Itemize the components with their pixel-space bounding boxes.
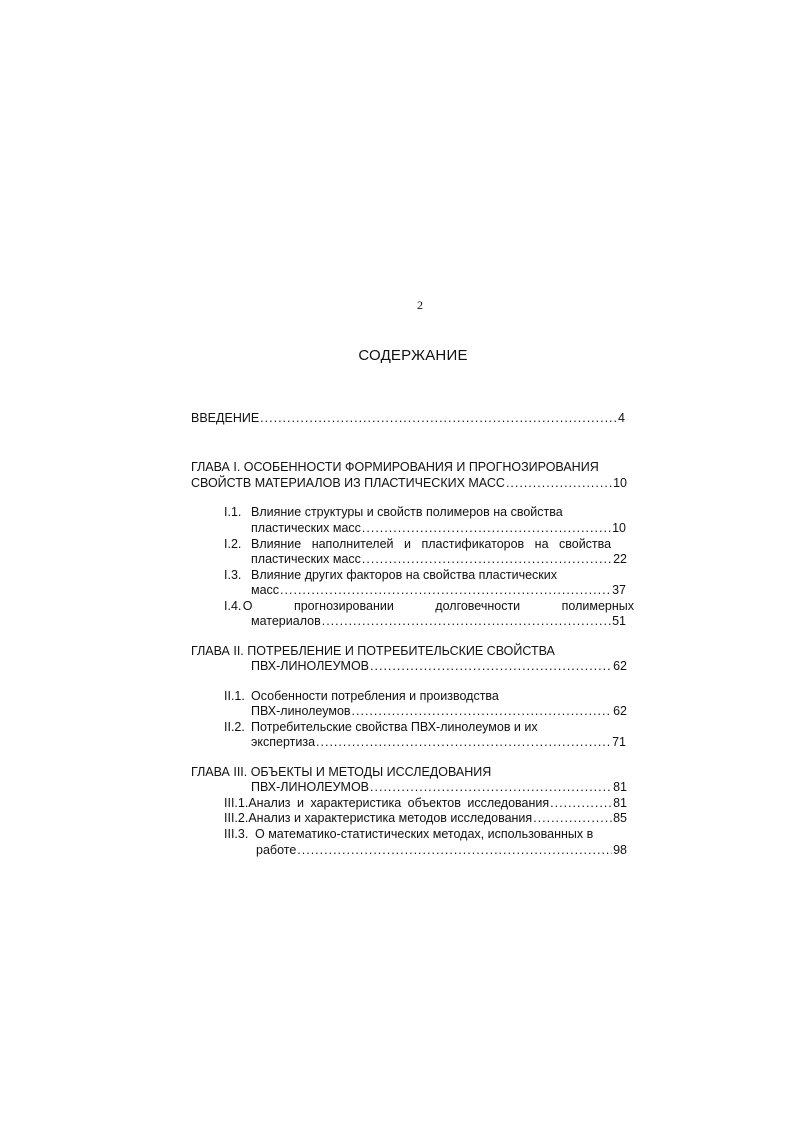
dot-leader	[322, 614, 611, 629]
toc-section-number: III.2.	[224, 811, 249, 825]
toc-section-label: экспертиза	[251, 735, 316, 749]
toc-section-3-2[interactable]	[224, 811, 627, 826]
toc-chapter-label: ПВХ-ЛИНОЛЕУМОВ	[251, 659, 370, 673]
toc-section-1-3[interactable]	[224, 568, 624, 583]
toc-page-number: 71	[612, 735, 626, 749]
toc-chapter-label: ГЛАВА II. ПОТРЕБЛЕНИЕ И ПОТРЕБИТЕЛЬСКИЕ СВОЙСТВА	[191, 644, 555, 658]
dot-leader	[362, 521, 611, 536]
toc-section-label: О математико-статистических методах, использованных в	[255, 827, 594, 841]
toc-section-3-1[interactable]	[224, 796, 627, 811]
toc-section-number: II.2.	[224, 720, 245, 734]
toc-section-3-3[interactable]	[224, 827, 624, 842]
dot-leader	[370, 659, 612, 674]
toc-section-label: Влияние наполнителей и пластификаторов на свойства	[251, 537, 612, 551]
toc-section-2-2-cont[interactable]	[251, 735, 626, 750]
toc-chapter-2-title[interactable]	[191, 644, 631, 659]
toc-section-label: пластических масс	[251, 552, 361, 566]
toc-section-1-3-cont[interactable]	[251, 583, 626, 598]
toc-page-number: 37	[612, 583, 626, 597]
dot-leader	[260, 411, 617, 426]
toc-section-1-2[interactable]	[224, 537, 634, 552]
toc-chapter-2-title-cont[interactable]	[251, 659, 627, 674]
toc-section-2-1[interactable]	[224, 689, 624, 704]
dot-leader	[280, 583, 611, 598]
toc-section-label: О прогнозировании долговечности полимерных	[242, 599, 634, 613]
toc-chapter-label: СВОЙСТВ МАТЕРИАЛОВ ИЗ ПЛАСТИЧЕСКИХ МАСС	[191, 476, 505, 490]
toc-section-label: масс	[251, 583, 280, 597]
toc-page-number: 98	[613, 843, 627, 857]
dot-leader	[316, 735, 611, 750]
toc-chapter-label: ГЛАВА III. ОБЪЕКТЫ И МЕТОДЫ ИССЛЕДОВАНИЯ	[191, 765, 492, 779]
toc-section-1-1[interactable]	[224, 505, 624, 520]
dot-leader	[352, 704, 613, 719]
toc-chapter-3-title[interactable]	[191, 765, 631, 780]
toc-section-1-4-cont[interactable]	[251, 614, 626, 629]
toc-section-number: I.4.	[224, 599, 242, 613]
page-number: 2	[417, 298, 423, 312]
toc-page-number: 22	[613, 552, 627, 566]
toc-page-number: 4	[618, 411, 625, 425]
toc-entry-introduction[interactable]	[191, 411, 625, 426]
toc-section-number: III.3.	[224, 827, 249, 841]
toc-entry-label: ВВЕДЕНИЕ	[191, 411, 260, 425]
toc-section-label: пластических масс	[251, 521, 361, 535]
toc-section-number: I.1.	[224, 505, 242, 519]
toc-page-number: 51	[612, 614, 626, 628]
toc-section-2-1-cont[interactable]	[251, 704, 627, 719]
toc-chapter-label: ПВХ-ЛИНОЛЕУМОВ	[251, 780, 370, 794]
page-title: СОДЕРЖАНИЕ	[358, 347, 468, 364]
toc-section-label: Потребительские свойства ПВХ-линолеумов и их	[251, 720, 538, 734]
toc-page-number: 62	[613, 659, 627, 673]
toc-section-label: материалов	[251, 614, 321, 628]
toc-section-label: ПВХ-линолеумов	[251, 704, 351, 718]
toc-section-number: I.3.	[224, 568, 242, 582]
toc-section-label: Влияние структуры и свойств полимеров на свойства	[251, 505, 563, 519]
toc-page-number: 62	[613, 704, 627, 718]
toc-section-number: II.1.	[224, 689, 245, 703]
toc-chapter-label: ГЛАВА I. ОСОБЕННОСТИ ФОРМИРОВАНИЯ И ПРОГНОЗИРОВАНИЯ	[191, 460, 599, 474]
toc-section-label: Анализ и характеристика объектов исследования	[248, 796, 550, 810]
toc-chapter-1-title[interactable]	[191, 460, 635, 475]
toc-section-2-2[interactable]	[224, 720, 624, 735]
toc-section-label: Анализ и характеристика методов исследования	[248, 811, 533, 825]
toc-chapter-3-title-cont[interactable]	[251, 780, 627, 795]
toc-section-1-2-cont[interactable]	[251, 552, 627, 567]
toc-section-number: III.1.	[224, 796, 249, 810]
toc-page-number: 10	[612, 521, 626, 535]
dot-leader	[550, 796, 612, 811]
toc-page-number: 81	[613, 780, 627, 794]
dot-leader	[297, 843, 612, 858]
toc-section-1-4[interactable]	[224, 599, 634, 614]
toc-section-3-3-cont[interactable]	[256, 843, 627, 858]
toc-section-label: Особенности потребления и производства	[251, 689, 499, 703]
toc-chapter-1-title-cont[interactable]	[191, 476, 627, 491]
toc-section-number: I.2.	[224, 537, 242, 551]
toc-section-label: Влияние других факторов на свойства пластических	[251, 568, 558, 582]
dot-leader	[370, 780, 612, 795]
toc-section-1-1-cont[interactable]	[251, 521, 626, 536]
toc-page-number: 85	[613, 811, 627, 825]
toc-section-label: работе	[256, 843, 297, 857]
toc-page-number: 81	[613, 796, 627, 810]
dot-leader	[506, 476, 612, 491]
dot-leader	[533, 811, 612, 826]
toc-page-number: 10	[613, 476, 627, 490]
dot-leader	[362, 552, 612, 567]
